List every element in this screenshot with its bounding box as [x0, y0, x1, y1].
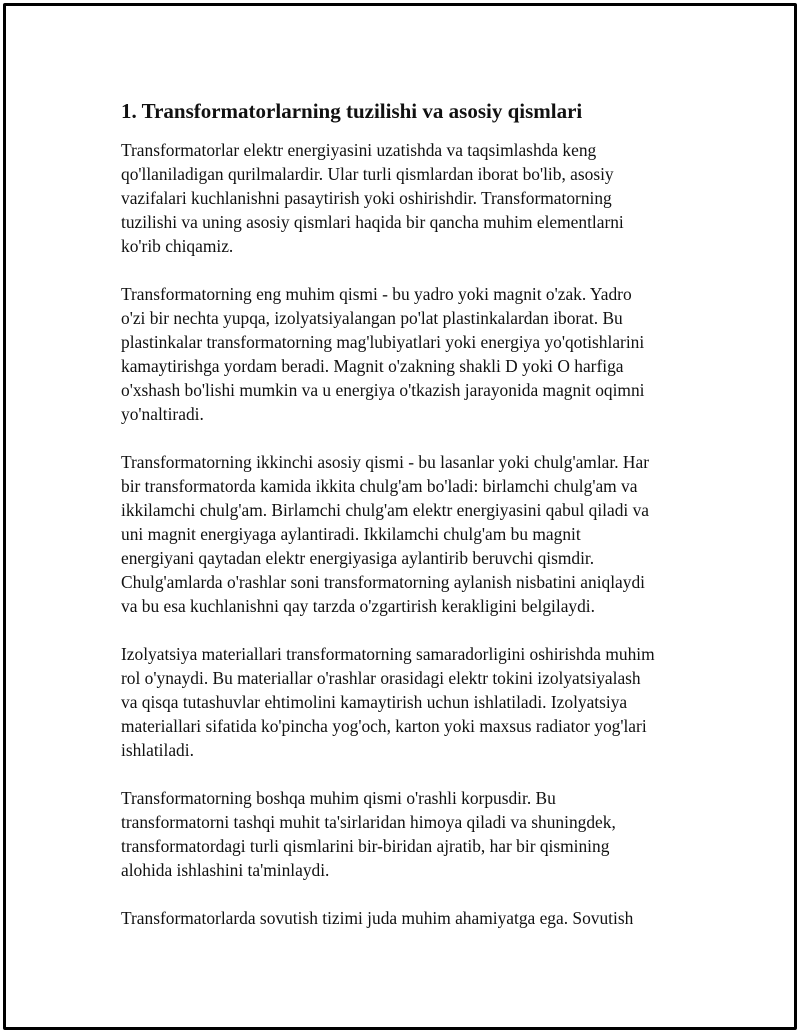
text-line: uni magnit energiyaga aylantiradi. Ikkilamchi chulg'am bu magnit — [121, 524, 581, 544]
text-line: materiallari sifatida ko'pincha yog'och, karton yoki maxsus radiator yog'lari — [121, 716, 647, 736]
text-line: transformatorni tashqi muhit ta'sirlaridan himoya qiladi va shuningdek, — [121, 812, 616, 832]
text-line: o'xshash bo'lishi mumkin va u energiya o'tkazish jarayonida magnit oqimni — [121, 380, 645, 400]
text-line: rol o'ynaydi. Bu materiallar o'rashlar orasidagi elektr tokini izolyatsiyalash — [121, 668, 641, 688]
text-line: Transformatorning boshqa muhim qismi o'rashli korpusdir. Bu — [121, 788, 556, 808]
text-line: Transformatorlarda sovutish tizimi juda muhim ahamiyatga ega. Sovutish — [121, 908, 634, 928]
text-line: tuzilishi va uning asosiy qismlari haqida bir qancha muhim elementlarni — [121, 212, 624, 232]
document-content — [121, 97, 693, 954]
text-line: bir transformatorda kamida ikkita chulg'am bo'ladi: birlamchi chulg'am va — [121, 476, 638, 496]
paragraph — [121, 138, 693, 258]
paragraph-list — [121, 138, 693, 930]
text-line: transformatordagi turli qismlarini bir-biridan ajratib, har bir qismining — [121, 836, 610, 856]
text-line: energiyani qaytadan elektr energiyasiga aylantirib beruvchi qismdir. — [121, 548, 595, 568]
text-line: alohida ishlashini ta'minlaydi. — [121, 860, 330, 880]
text-line: Izolyatsiya materiallari transformatorning samaradorligini oshirishda muhim — [121, 644, 655, 664]
text-line: ikkilamchi chulg'am. Birlamchi chulg'am elektr energiyasini qabul qiladi va — [121, 500, 650, 520]
text-line: ishlatiladi. — [121, 740, 194, 760]
text-line: Transformatorning ikkinchi asosiy qismi - bu lasanlar yoki chulg'amlar. Har — [121, 452, 649, 472]
paragraph — [121, 786, 693, 882]
text-line: ko'rib chiqamiz. — [121, 236, 234, 256]
paragraph — [121, 906, 693, 930]
text-line: va qisqa tutashuvlar ehtimolini kamaytirish uchun ishlatiladi. Izolyatsiya — [121, 692, 628, 712]
paragraph — [121, 450, 693, 618]
text-line: va bu esa kuchlanishni qay tarzda o'zgartirish kerakligini belgilaydi. — [121, 596, 595, 616]
paragraph — [121, 642, 693, 762]
text-line: o'zi bir nechta yupqa, izolyatsiyalangan po'lat plastinkalardan iborat. Bu — [121, 308, 623, 328]
text-line: yo'naltiradi. — [121, 404, 204, 424]
text-line: Transformatorning eng muhim qismi - bu yadro yoki magnit o'zak. Yadro — [121, 284, 632, 304]
document-page — [3, 3, 797, 1030]
text-line: qo'llaniladigan qurilmalardir. Ular turli qismlardan iborat bo'lib, asosiy — [121, 164, 614, 184]
text-line: vazifalari kuchlanishni pasaytirish yoki oshirishdir. Transformatorning — [121, 188, 612, 208]
text-line: plastinkalar transformatorning mag'lubiyatlari yoki energiya yo'qotishlarini — [121, 332, 645, 352]
section-title: 1. Transformatorlarning tuzilishi va asosiy qismlari — [121, 99, 583, 123]
paragraph — [121, 282, 693, 426]
text-line: Transformatorlar elektr energiyasini uzatishda va taqsimlashda keng — [121, 140, 597, 160]
text-line: kamaytirishga yordam beradi. Magnit o'zakning shakli D yoki O harfiga — [121, 356, 624, 376]
text-line: Chulg'amlarda o'rashlar soni transformatorning aylanish nisbatini aniqlaydi — [121, 572, 646, 592]
